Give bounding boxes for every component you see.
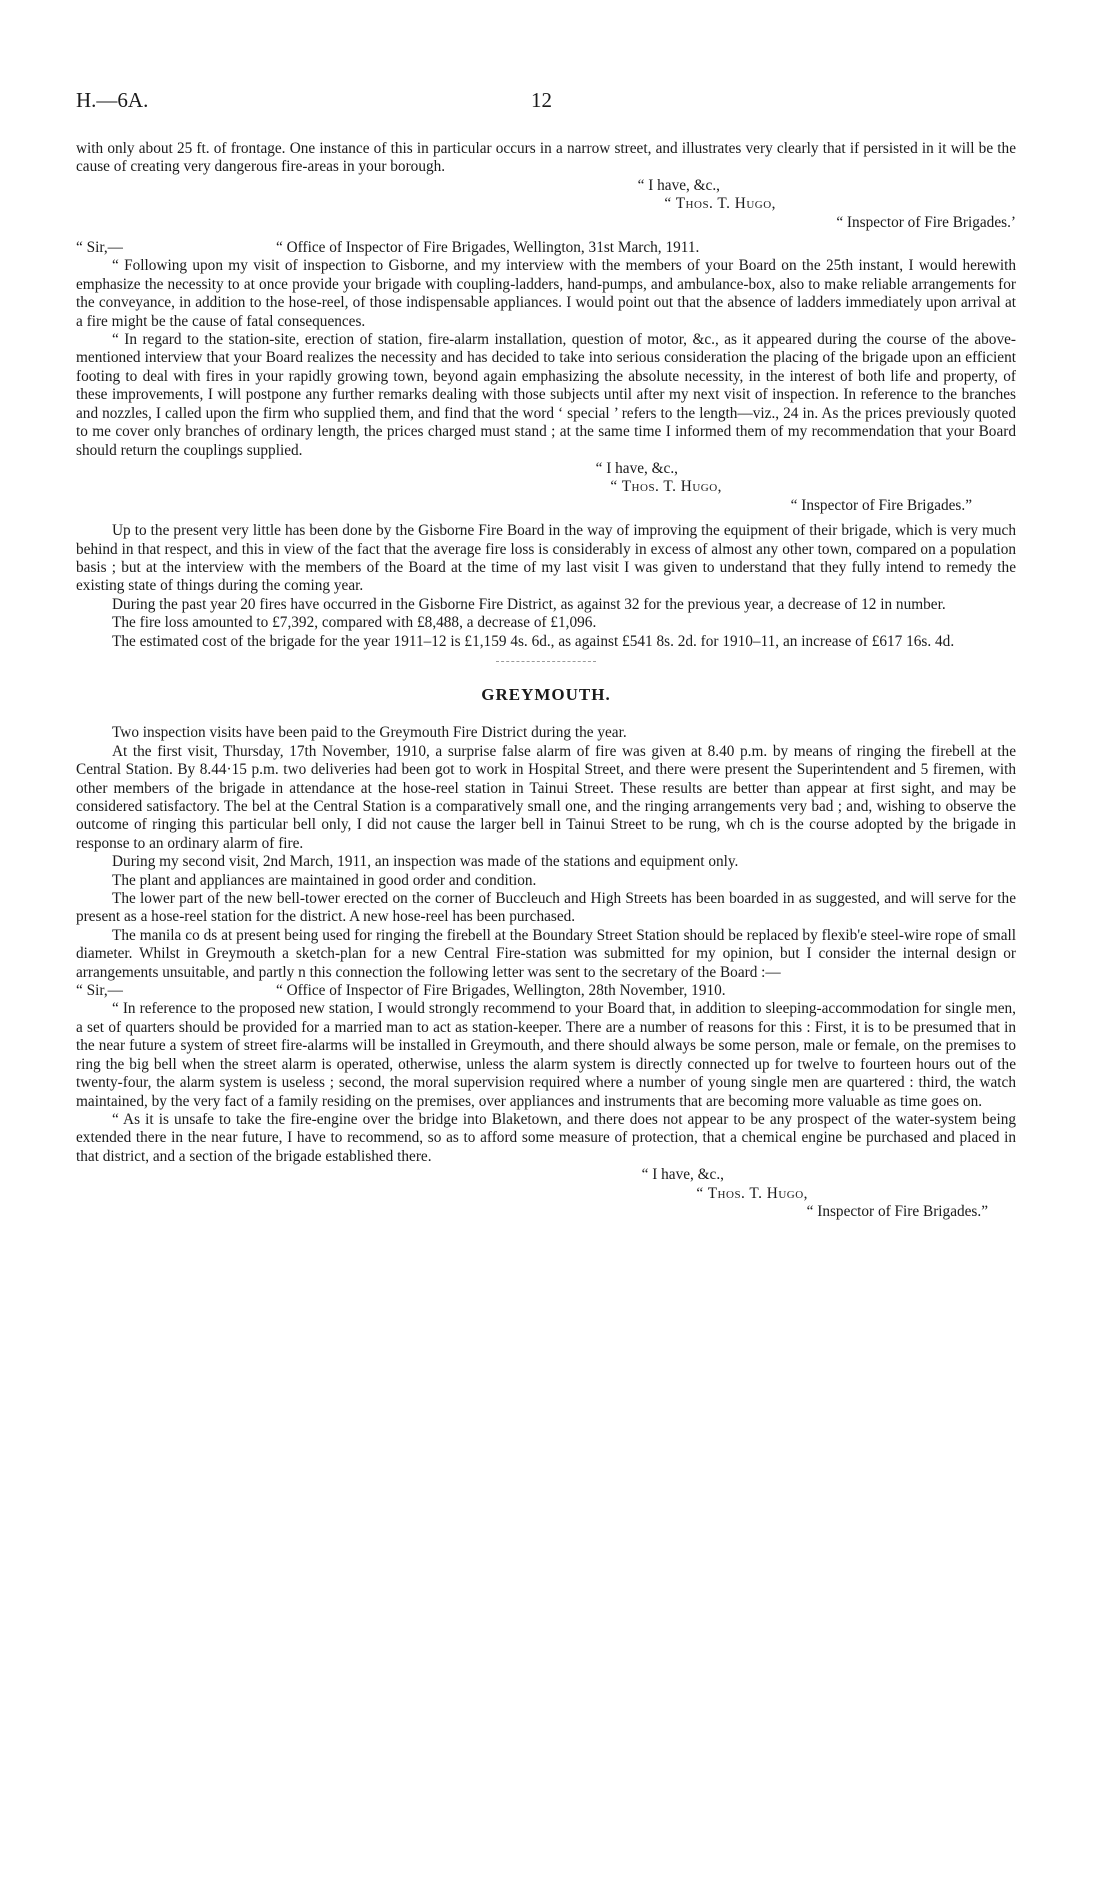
greymouth-paragraph: Two inspection visits have been paid to the Greymouth Fire District during the year. <box>112 724 627 742</box>
gisborne-letter-signature: “ Thos. T. Hugo, <box>610 478 722 496</box>
greymouth-letter-salutation: “ Sir,— <box>76 982 123 1000</box>
gisborne-letter-close: “ I have, &c., <box>595 459 678 477</box>
greymouth-paragraph: During my second visit, 2nd March, 1911, an inspection was made of the stations and equipment only. <box>112 853 739 871</box>
greymouth-paragraph: The manila co ds at present being used for ringing the firebell at the Boundary Street Station should be replaced by flexib'e steel-wire rope of small diameter. Whilst in Greymouth a sketch-plan for a new Central Fire-station was submitted for my opinion, but I consider the internal design or arrangements unsuitable, and partly n this connection the following letter was sent to the secretary of the Board :— <box>76 926 1016 981</box>
greymouth-letter-paragraph: “ In reference to the proposed new station, I would strongly recommend to your Board that, in addition to sleeping-accommodation for single men, a set of quarters should be provided for a married man to act as station-keeper. There are a number of reasons for this : First, it is to be presumed that in the near future a system of street fire-alarms will be installed in Greymouth, and there should always be some person, male or female, on the premises to ring the big bell when the street alarm is operated, otherwise, unless the alarm system is directly connected up for twelve to fourteen hours out of the twenty-four, the alarm system is useless ; second, the moral supervision required where a number of young single men are quartered : third, the watch maintained, by the very fact of a family residing on the premises, over appliances and instruments that are becoming more valuable as time goes on. <box>76 1000 1016 1110</box>
greymouth-letter-signature: “ Thos. T. Hugo, <box>696 1184 808 1202</box>
gisborne-letter-paragraph: “ In regard to the station-site, erection of station, fire-alarm installation, question of motor, &c., as it appeared during the course of the above-mentioned interview that your Board realizes the necessity and has decided to take into serious consideration the placing of the brigade upon an efficient footing to deal with fires in your rapidly growing town, beyond again emphasizing the absolute necessity, in the interest of both life and property, of these improvements, I will postpone any further remarks dealing with those subjects until after my next visit of inspection. In reference to the branches and nozzles, I called upon the firm who supplied them, and find that the word ‘ special ’ refers to the length—viz., 24 in. As the prices previously quoted to me cover only branches of ordinary length, the prices charged must stand ; at the same time I informed them of my recommendation that your Board should return the couplings supplied. <box>76 331 1016 459</box>
greymouth-letter-paragraph: “ As it is unsafe to take the fire-engine over the bridge into Blaketown, and there does not appear to be any prospect of the water-system being extended there in the near future, I have to recommend, so as to afford some measure of protection, that a chemical engine be purchased and placed in that district, and a section of the brigade established there. <box>76 1110 1016 1165</box>
gisborne-letter-paragraph: “ Following upon my visit of inspection to Gisborne, and my interview with the members of your Board on the 25th instant, I would herewith emphasize the necessity to at once provide your brigade with coupling-ladders, hand-pumps, and ambulance-box, also to make reliable arrangements for the conveyance, in addition to the hose-reel, of those indispensable appliances. I would point out that the absence of ladders immediately upon arrival at a fire might be the cause of fatal consequences. <box>76 257 1016 330</box>
gisborne-letter-salutation: “ Sir,— <box>76 239 123 257</box>
intro-letter-title: “ Inspector of Fire Brigades.’ <box>836 213 1016 231</box>
gisborne-letter-heading <box>76 239 1016 257</box>
gisborne-paragraph: During the past year 20 fires have occurred in the Gisborne Fire District, as against 32 for the previous year, a decrease of 12 in number. <box>112 595 946 613</box>
gisborne-letter-title: “ Inspector of Fire Brigades.” <box>790 496 972 514</box>
gisborne-letter-date: “ Office of Inspector of Fire Brigades, Wellington, 31st March, 1911. <box>276 239 700 257</box>
document-reference: H.—6A. <box>76 88 149 112</box>
greymouth-paragraph: The plant and appliances are maintained in good order and condition. <box>112 871 537 889</box>
gisborne-paragraph: Up to the present very little has been done by the Gisborne Fire Board in the way of improving the equipment of their brigade, which is very much behind in that respect, and this in view of the fact that the average fire loss is considerably in excess of almost any other town, compared on a population basis ; but at the interview with the members of the Board at the time of my last visit I was given to understand that they fully intend to remedy the existing state of things during the coming year. <box>76 522 1016 595</box>
greymouth-letter-date: “ Office of Inspector of Fire Brigades, Wellington, 28th November, 1910. <box>276 982 726 1000</box>
page-header <box>76 88 1016 118</box>
greymouth-paragraph: The lower part of the new bell-tower erected on the corner of Buccleuch and High Streets has been boarded in as suggested, and will serve for the present as a hose-reel station for the district. A new hose-reel has been purchased. <box>76 890 1016 926</box>
section-divider <box>496 661 596 662</box>
intro-paragraph: with only about 25 ft. of frontage. One instance of this in particular occurs in a narrow street, and illustrates very clearly that if persisted in it will be the cause of creating very dangerous fire-areas in your borough. <box>76 140 1016 176</box>
intro-letter-close: “ I have, &c., <box>637 176 720 194</box>
greymouth-letter-title: “ Inspector of Fire Brigades.” <box>806 1202 988 1220</box>
gisborne-paragraph: The estimated cost of the brigade for the year 1911–12 is £1,159 4s. 6d., as against £541 8s. 2d. for 1910–11, an increase of £617 16s. 4d. <box>112 632 955 650</box>
greymouth-letter-heading <box>76 982 1016 1000</box>
section-heading-greymouth: GREYMOUTH. <box>481 684 611 704</box>
intro-letter-signature: “ Thos. T. Hugo, <box>664 195 776 213</box>
greymouth-letter-close: “ I have, &c., <box>641 1166 724 1184</box>
body-text <box>76 140 1016 1221</box>
page-number: 12 <box>531 88 552 112</box>
greymouth-paragraph: At the first visit, Thursday, 17th November, 1910, a surprise false alarm of fire was given at 8.40 p.m. by means of ringing the firebell at the Central Station. By 8.44·15 p.m. two deliveries had been got to work in Hospital Street, and there were present the Superintendent and 5 firemen, with other members of the brigade in attendance at the hose-reel station in Tainui Street. These results are better than appear at first sight, and may be considered satisfactory. The bel at the Central Station is a comparatively small one, and the ringing arrangements very bad ; and, wishing to observe the outcome of ringing this particular bell only, I did not cause the larger bell in Tainui Street to be rung, wh ch is the course adopted by the brigade in response to an ordinary alarm of fire. <box>76 742 1016 852</box>
gisborne-paragraph: The fire loss amounted to £7,392, compared with £8,488, a decrease of £1,096. <box>112 614 597 632</box>
